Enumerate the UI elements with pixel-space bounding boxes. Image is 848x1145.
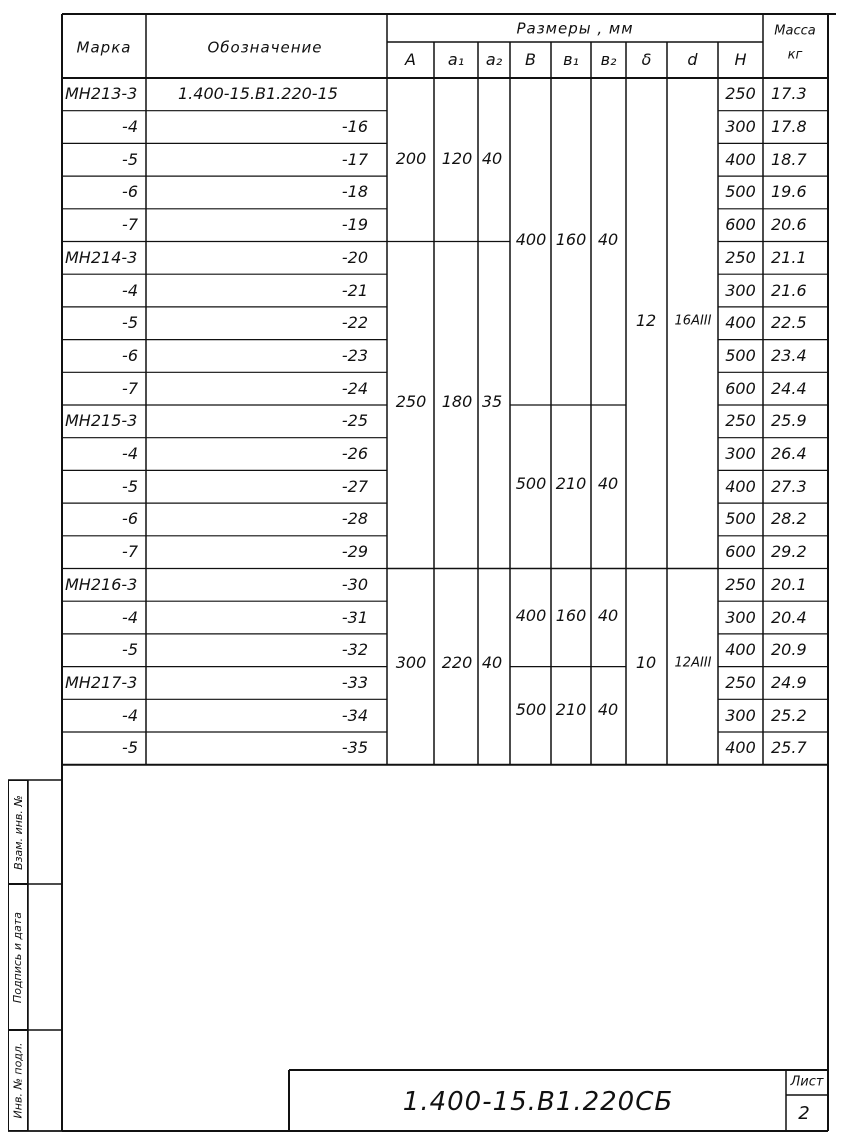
row-oboznachenie: -20 [341,247,368,267]
row-marka: -4 [122,607,138,627]
row-massa: 18.7 [771,149,807,169]
row-oboznachenie: -25 [341,411,368,431]
row-marka: -5 [122,149,138,169]
header-massa-unit: кг [787,47,803,63]
row-marka: -7 [122,378,138,398]
cell-a2-40-bottom: 40 [481,653,503,672]
row-h: 300 [725,444,756,464]
row-marka: МН216-3 [65,574,138,594]
cell-d-16aiii: 16АIII [674,313,712,329]
row-h: 500 [725,182,756,202]
column-header: а₂ [485,50,503,69]
side-inv-podl: Инв. № подл. [8,1030,28,1131]
row-massa: 28.2 [771,509,807,529]
row-oboznachenie: -18 [341,182,368,202]
row-h: 250 [725,574,756,594]
row-h: 400 [725,476,756,496]
row-oboznachenie: -29 [341,542,368,562]
cell-b1-210-bottom: 210 [555,700,587,719]
cell-d-12aiii: 12АIII [674,655,712,671]
column-header: δ [641,50,652,69]
row-oboznachenie: -21 [341,280,368,300]
row-massa: 22.5 [771,313,807,333]
row-massa: 20.9 [771,640,807,660]
row-oboznachenie: -28 [341,509,368,529]
stamp-list-number: 2 [798,1103,810,1124]
column-header: d [687,50,698,69]
row-marka: -4 [122,280,138,300]
row-massa: 17.3 [771,84,807,104]
cell-delta-10: 10 [635,653,657,672]
row-h: 250 [725,247,756,267]
row-h: 500 [725,345,756,365]
row-h: 600 [725,215,756,235]
row-marka: -5 [122,313,138,333]
cell-b-500: 500 [515,474,547,493]
row-massa: 20.6 [771,215,807,235]
header-marka: Марка [76,38,132,57]
side-podpis-data: Подпись и дата [8,884,28,1030]
row-marka: МН215-3 [65,411,138,431]
row-oboznachenie: -30 [341,574,368,594]
row-marka: -7 [122,542,138,562]
row-oboznachenie: -26 [341,444,368,464]
cell-b1-160-low: 160 [555,606,587,625]
cell-b1-210: 210 [555,474,587,493]
cell-b2-40-low: 40 [597,606,619,625]
row-marka: -4 [122,117,138,137]
cell-a2-35: 35 [481,392,503,411]
stamp-list-label: Лист [790,1074,824,1090]
row-massa: 17.8 [771,117,807,137]
column-header: В [525,50,536,69]
cell-b2-40-bottom: 40 [597,700,619,719]
cell-a1-120: 120 [441,149,473,168]
side-vzam-inv: Взам. инв. № [8,780,28,884]
row-marka: МН214-3 [65,247,138,267]
row-massa: 29.2 [771,542,807,562]
column-header: Н [734,50,747,69]
row-h: 400 [725,738,756,758]
row-oboznachenie: -32 [341,640,368,660]
row-h: 400 [725,313,756,333]
row-h: 300 [725,607,756,627]
cell-b1-160: 160 [555,230,587,249]
stamp-document-code: 1.400-15.В1.220СБ [402,1087,674,1117]
row-massa: 21.1 [771,247,807,267]
cell-b2-40-mid: 40 [597,474,619,493]
row-h: 250 [725,672,756,692]
row-marka: -4 [122,444,138,464]
row-marka: МН217-3 [65,672,138,692]
row-oboznachenie: -34 [341,705,368,725]
row-h: 300 [725,117,756,137]
column-header: в₁ [563,50,579,69]
row-oboznachenie: -24 [341,378,368,398]
row-h: 400 [725,149,756,169]
cell-a2-40: 40 [481,149,503,168]
cell-a-200: 200 [395,149,427,168]
cell-a-300: 300 [395,653,427,672]
row-marka: МН213-3 [65,84,138,104]
row-oboznachenie: -27 [341,476,368,496]
row-marka: -6 [122,345,138,365]
row-massa: 24.4 [771,378,807,398]
row-oboznachenie: -35 [341,738,368,758]
row-massa: 25.7 [771,738,807,758]
row-massa: 20.4 [771,607,807,627]
row-marka: -5 [122,476,138,496]
row-h: 250 [725,411,756,431]
row-h: 600 [725,378,756,398]
row-h: 500 [725,509,756,529]
row-marka: -5 [122,640,138,660]
cell-b2-40: 40 [597,230,619,249]
row-h: 300 [725,705,756,725]
row-h: 400 [725,640,756,660]
cell-b-500-bottom: 500 [515,700,547,719]
row-oboznachenie: -22 [341,313,368,333]
row-marka: -6 [122,509,138,529]
column-header: в₂ [600,50,617,69]
row-oboznachenie: -23 [341,345,368,365]
row-massa: 20.1 [771,574,807,594]
row-massa: 21.6 [771,280,807,300]
row-oboznachenie: -33 [341,672,368,692]
row-marka: -7 [122,215,138,235]
header-oboznachenie: Обозначение [207,38,323,57]
row-h: 250 [725,84,756,104]
row-massa: 24.9 [771,672,807,692]
row-h: 300 [725,280,756,300]
row-massa: 25.2 [771,705,807,725]
row-massa: 26.4 [771,444,807,464]
cell-b-400: 400 [515,230,547,249]
row-massa: 23.4 [771,345,807,365]
row-oboznachenie: -19 [341,215,368,235]
row-massa: 25.9 [771,411,807,431]
column-header: А [405,50,416,69]
row-massa: 19.6 [771,182,807,202]
row-h: 600 [725,542,756,562]
row-oboznachenie: -31 [341,607,368,627]
row-oboznachenie: -17 [341,149,368,169]
cell-a-250: 250 [395,392,427,411]
header-razmery: Размеры , мм [516,19,634,38]
cell-a1-180: 180 [441,392,473,411]
row-marka: -5 [122,738,138,758]
row-marka: -4 [122,705,138,725]
cell-b-400-low: 400 [515,606,547,625]
header-massa: Масса [774,23,816,39]
row-massa: 27.3 [771,476,807,496]
row-marka: -6 [122,182,138,202]
cell-delta-12: 12 [635,311,657,330]
row-oboznachenie: -16 [341,117,368,137]
row-oboznachenie: 1.400-15.В1.220-15 [178,84,338,104]
cell-a1-220: 220 [441,653,473,672]
column-header: а₁ [447,50,465,69]
